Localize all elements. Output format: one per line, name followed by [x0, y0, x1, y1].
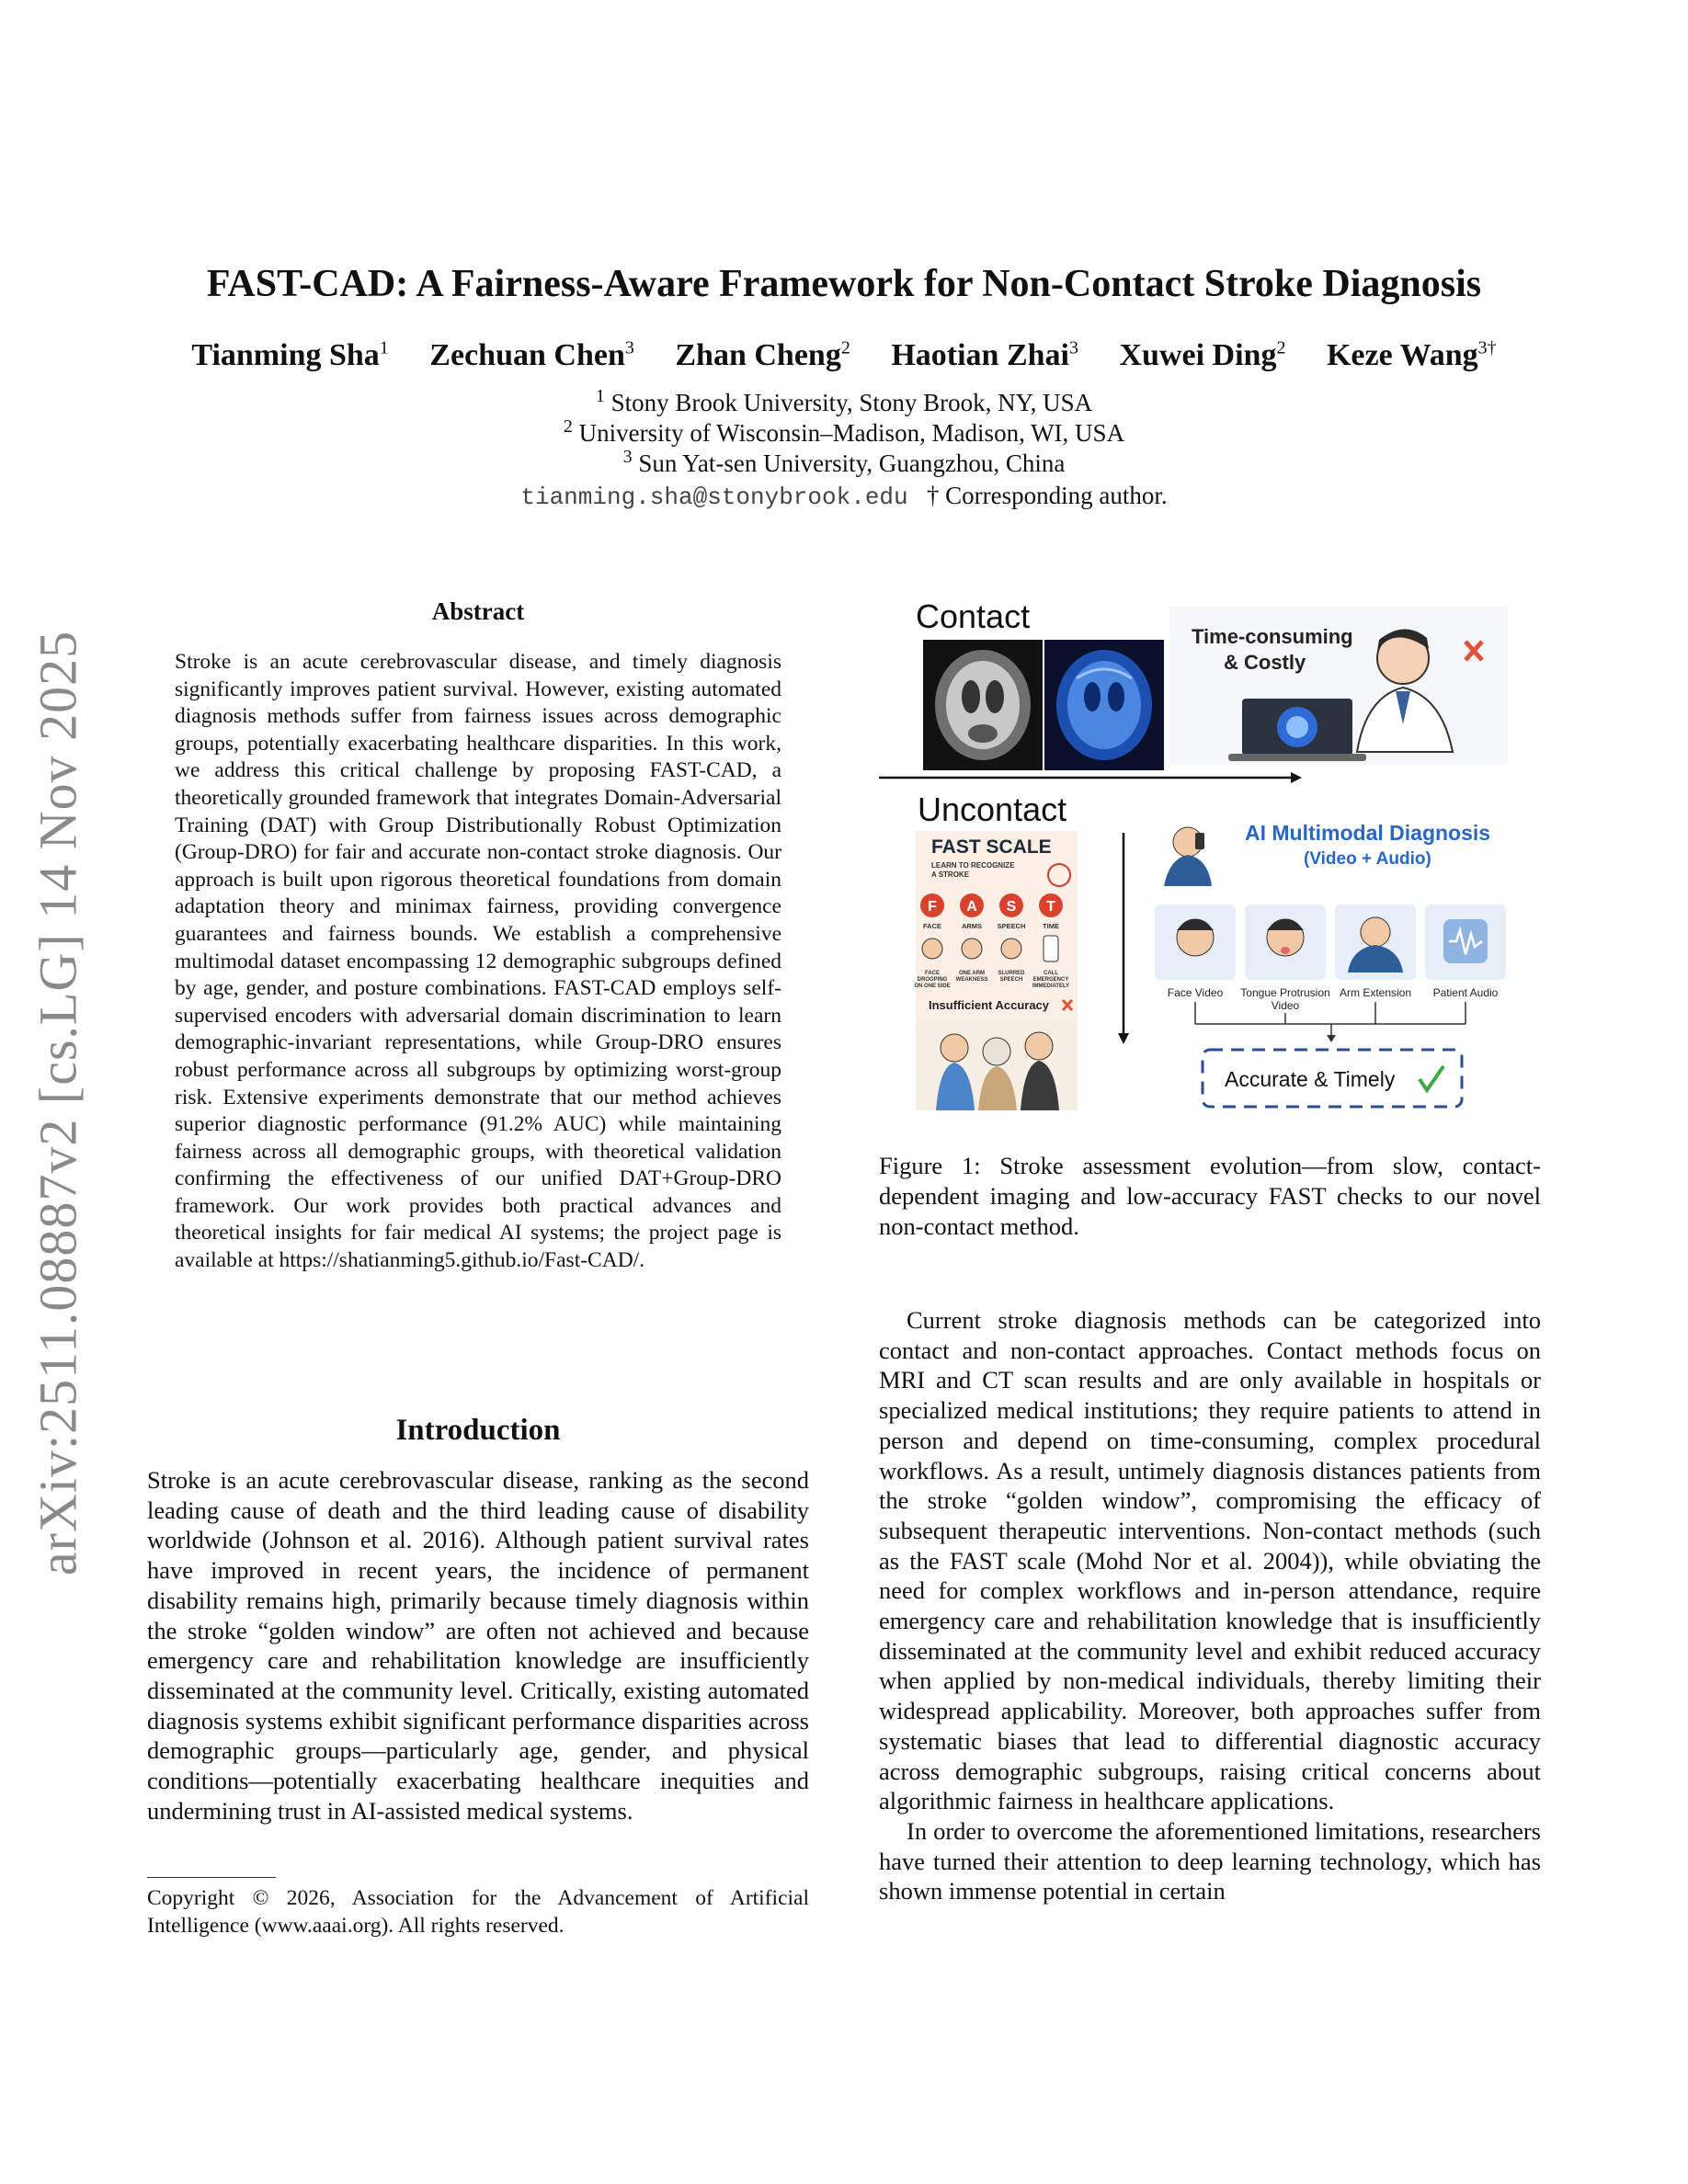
- svg-text:AI Multimodal Diagnosis: AI Multimodal Diagnosis: [1245, 821, 1491, 845]
- svg-text:ARMS: ARMS: [961, 922, 983, 930]
- svg-text:TIME: TIME: [1043, 922, 1059, 930]
- svg-text:Face Video: Face Video: [1167, 986, 1224, 999]
- contact-label: Contact: [916, 597, 1031, 635]
- author: Zhan Cheng$^2$: [675, 338, 850, 373]
- svg-text:& Costly: & Costly: [1224, 651, 1306, 674]
- svg-text:F: F: [928, 899, 937, 915]
- figure-illustration: [879, 596, 1541, 1129]
- affiliation: $^1$ Stony Brook University, Stony Brook, NY, USA: [595, 386, 1093, 416]
- author: Zechuan Chen$^3$: [429, 338, 634, 373]
- svg-text:DROOPING: DROOPING: [917, 977, 948, 983]
- svg-text:Arm Extension: Arm Extension: [1339, 986, 1412, 999]
- contact-line: [0, 482, 1688, 511]
- connector-lines: [1195, 1002, 1466, 1037]
- svg-text:LEARN TO RECOGNIZE: LEARN TO RECOGNIZE: [931, 861, 1015, 870]
- affiliation: $^3$ Sun Yat-sen University, Guangzhou, China: [622, 447, 1066, 477]
- author: Haotian Zhai$^3$: [891, 338, 1078, 373]
- figure-caption: Figure 1: Stroke assessment evolution—from slow, contact-dependent imaging and low-accuracy FAST checks to our novel non-contact method.: [879, 1152, 1541, 1240]
- author-list: [0, 338, 1688, 373]
- introduction-heading: Introduction: [395, 1414, 561, 1447]
- modality-tiles: [1155, 904, 1506, 980]
- fast-scale-card: [914, 831, 1078, 1020]
- figure-1: [879, 596, 1541, 1129]
- corresponding-note: † Corresponding author.: [926, 482, 1168, 509]
- svg-text:Patient Audio: Patient Audio: [1432, 986, 1499, 999]
- abstract-heading: Abstract: [431, 597, 525, 625]
- body-paragraph: In order to overcome the aforementioned limitations, researchers have turned their attention to deep learning technology, which has shown immense potential in certain: [879, 1816, 1541, 1905]
- svg-text:CALL: CALL: [1044, 971, 1058, 976]
- accurate-timely-box: [1203, 1050, 1462, 1107]
- svg-text:Tongue Protrusion: Tongue Protrusion: [1240, 986, 1330, 999]
- body-paragraph: Current stroke diagnosis methods can be categorized into contact and non-contact approaches. Contact methods focus on MRI and CT scan results and are only available in hospitals or specialized medical institutions; they require patients to attend in person and depend on time-consuming, complex procedural workflows. As a result, untimely diagnosis distances patients from the stroke “golden window”, compromising the efficacy of subsequent therapeutic interventions. Non-contact methods (such as the FAST scale (Mohd Nor et al. 2004)), while obviating the need for complex workflows and in-person attendance, require emergency care and rehabilitation knowledge that is insufficiently disseminated at the community level and exhibit reduced accuracy when applied by non-medical individuals, thereby limiting their widespread applicability. Moreover, both approaches suffer from systematic biases that lead to differential diagnostic accuracy across demographic subgroups, raising critical concerns about algorithmic fairness in healthcare applications.: [879, 1306, 1541, 1815]
- svg-text:SPEECH: SPEECH: [997, 922, 1026, 930]
- uncontact-label: Uncontact: [918, 791, 1067, 828]
- phone-icon: [1195, 833, 1204, 849]
- author: Xuwei Ding$^2$: [1119, 338, 1286, 373]
- svg-text:SLURRED: SLURRED: [998, 971, 1025, 976]
- svg-text:Time-consuming: Time-consuming: [1192, 625, 1353, 648]
- arxiv-id: arXiv:2511.08887v2 [cs.LG] 14 Nov 2025: [28, 630, 88, 1576]
- doctor-panel: [1169, 607, 1508, 765]
- copyright-note: Copyright © 2026, Association for the Advancement of Artificial Intelligence (www.aaai.org). All rights reserved.: [147, 1886, 809, 1938]
- svg-text:T: T: [1046, 899, 1055, 915]
- svg-text:FAST SCALE: FAST SCALE: [931, 836, 1052, 858]
- author: Keze Wang$^{3\dagger}$: [1326, 338, 1497, 373]
- arxiv-stamp: [7, 607, 108, 1599]
- bystanders-illustration: [916, 1020, 1078, 1110]
- paper-title: FAST-CAD: A Fairness-Aware Framework for Non-Contact Stroke Diagnosis: [206, 263, 1482, 305]
- svg-text:ONE ARM: ONE ARM: [958, 971, 986, 976]
- svg-text:Insufficient Accuracy: Insufficient Accuracy: [929, 998, 1050, 1012]
- right-column: [879, 1305, 1541, 1906]
- mri-scan-grey-icon: [923, 640, 1043, 770]
- footnote-rule: [147, 1877, 276, 1878]
- ai-diagnosis-panel: [1164, 821, 1490, 886]
- affiliation: $^2$ University of Wisconsin–Madison, Madison, WI, USA: [563, 416, 1125, 447]
- svg-text:Accurate & Timely: Accurate & Timely: [1225, 1067, 1396, 1091]
- svg-text:FACE: FACE: [924, 971, 941, 976]
- svg-text:A: A: [966, 899, 977, 915]
- svg-text:ON ONE SIDE: ON ONE SIDE: [914, 984, 951, 989]
- svg-text:EMERGENCY: EMERGENCY: [1032, 977, 1069, 983]
- svg-text:WEAKNESS: WEAKNESS: [955, 977, 988, 983]
- laptop-brain-icon: [1228, 699, 1366, 761]
- introduction-paragraph: Stroke is an acute cerebrovascular disease, ranking as the second leading cause of death and the third leading cause of disability worldwide (Johnson et al. 2016). Although patient survival rates have improved in recent years, the incidence of permanent disability remains high, primarily because timely diagnosis within the stroke “golden window” are often not achieved and because emergency care and rehabilitation knowledge are insufficiently disseminated at the community level. Critically, existing automated diagnosis systems exhibit significant performance disparities across demographic groups—particularly age, gender, and physical conditions—potentially exacerbating healthcare inequities and undermining trust in AI-assisted medical systems.: [147, 1466, 809, 1825]
- svg-text:FACE: FACE: [922, 922, 942, 930]
- svg-text:(Video + Audio): (Video + Audio): [1304, 849, 1431, 869]
- svg-text:SPEECH: SPEECH: [999, 977, 1023, 983]
- svg-text:IMMEDIATELY: IMMEDIATELY: [1032, 984, 1070, 989]
- mri-scan-blue-icon: [1044, 640, 1164, 770]
- svg-text:Video: Video: [1271, 999, 1300, 1012]
- email-link[interactable]: tianming.sha@stonybrook.edu: [520, 483, 908, 511]
- abstract-text: Stroke is an acute cerebrovascular disease, and timely diagnosis significantly improves patient survival. However, existing automated diagnosis methods suffer from fairness issues across demographic groups, potentially exacerbating healthcare disparities. In this work, we address this critical challenge by proposing FAST-CAD, a theoretically grounded framework that integrates Domain-Adversarial Training (DAT) with Group Distributionally Robust Optimization (Group-DRO) for fair and accurate non-contact stroke diagnosis. Our approach is built upon rigorous theoretical foundations from domain adaptation theory and minimax fairness, providing convergence guarantees and fairness bounds. We establish a comprehensive multimodal dataset encompassing 12 demographic subgroups defined by age, gender, and posture combinations. FAST-CAD employs self-supervised encoders with adversarial domain discrimination to learn demographic-invariant representations, while Group-DRO ensures robust performance across all subgroups by optimizing worst-group risk. Extensive experiments demonstrate that our method achieves superior diagnostic performance (91.2% AUC) while maintaining fairness across all demographic groups, with theoretical validation confirming the effectiveness of our unified DAT+Group-DRO framework. Our work provides both practical advances and theoretical insights for fair medical AI systems; the project page is available at https://shatianming5.github.io/Fast-CAD/.: [175, 650, 781, 1273]
- svg-text:A STROKE: A STROKE: [931, 870, 970, 879]
- author: Tianming Sha$^1$: [191, 338, 389, 373]
- svg-text:S: S: [1006, 899, 1017, 915]
